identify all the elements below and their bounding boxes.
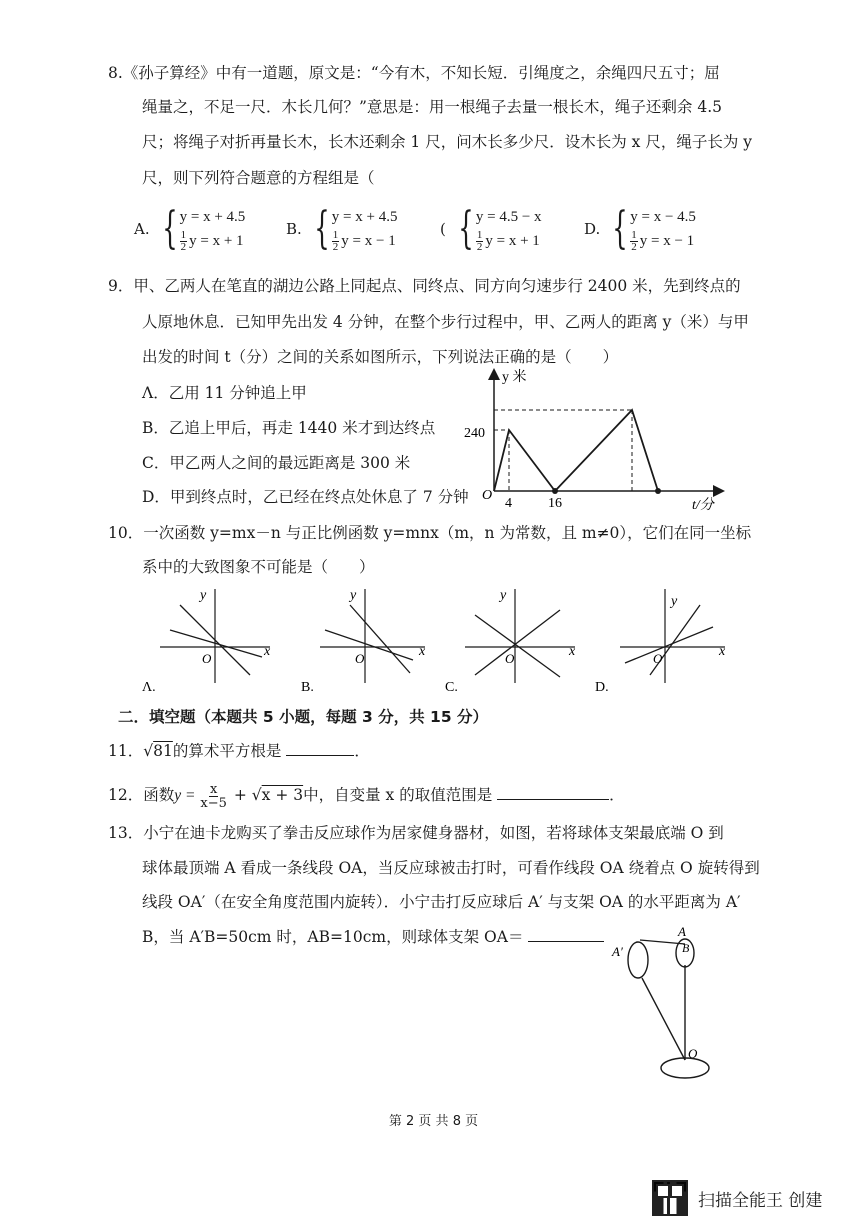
equation-1: y = x + 4.5 [179, 209, 246, 225]
line-2 [625, 627, 713, 663]
scanner-watermark [652, 1180, 822, 1216]
q13-line-2: 球体最顶端 A 看成一条线段 OA，当反应球被击打时，可看作线段 OA 绕着点 O 旋转得到 [142, 859, 760, 877]
y-tick-label: 240 [464, 426, 485, 441]
svg-text:y: y [500, 588, 507, 603]
fraction: $\frac{1}{2}$ [631, 229, 637, 254]
option-label: B. [286, 220, 302, 239]
x-tick-label: 16 [548, 496, 562, 511]
q13-reaction-ball-figure [600, 920, 730, 1090]
equation-1: y = x − 4.5 [630, 209, 696, 225]
y-axis-label: y 米 [502, 370, 527, 385]
q8-line-2: 绳量之，不足一尺．木长几何？”意思是：用一根绳子去量一根长木，绳子还剩余 4.5 [142, 98, 723, 116]
q13-line-4: B，当 A′B=50cm 时，AB=10cm，则球体支架 OA＝ [142, 926, 604, 948]
svg-text:x: x [569, 644, 576, 659]
fraction: $\frac{1}{2}$ [180, 229, 187, 254]
svg-text:O: O [688, 1046, 698, 1061]
answer-blank[interactable] [497, 785, 609, 800]
svg-text:y: y [200, 588, 207, 603]
watermark-text: 扫描全能王 创建 [698, 1190, 823, 1211]
q12: 12．函数y = $\frac{x}{x-5}$ + √x + 3中，自变量 x 的取值范围是 ． [108, 781, 625, 811]
equation-1: y = 4.5 − x [475, 209, 542, 225]
equation-2: y = x − 1 [639, 233, 695, 249]
equation-1: y = x + 4.5 [331, 209, 398, 225]
graph-label: D. [595, 680, 609, 695]
line-2 [475, 610, 560, 675]
support-oa-prime [642, 978, 685, 1060]
graph-label: Λ. [142, 680, 156, 695]
svg-text:O: O [202, 651, 212, 666]
option-label: ( [440, 220, 446, 239]
q9-line-1: 9．甲、乙两人在笔直的湖边公路上同起点、同终点、同方向匀速步行 2400 米，先到终点的 [108, 277, 741, 295]
fraction: $\frac{1}{2}$ [476, 229, 483, 254]
equation-2: y = x + 1 [189, 233, 244, 249]
line-2 [325, 630, 413, 660]
q9-option-b: B．乙追上甲后，再走 1440 米才到达终点 [142, 419, 436, 437]
line-1 [475, 615, 560, 677]
q10-line-2: 系中的大致图象不可能是（ ） [142, 558, 375, 576]
q10-graph-d [595, 585, 735, 695]
radicand: x + 3 [261, 786, 304, 804]
q9-line-2: 人原地休息．已知甲先出发 4 分钟，在整个步行过程中，甲、乙两人的距离 y（米）与甲 [142, 313, 749, 331]
x-axis-label: t/分 [692, 498, 714, 513]
answer-blank[interactable] [286, 741, 354, 756]
q10-graph-a [140, 585, 280, 695]
svg-text:x: x [264, 644, 271, 659]
q10-graph-c [445, 585, 585, 695]
q10-graph-b [295, 585, 435, 695]
brace-icon: { [314, 203, 330, 255]
q8-option-a [134, 205, 245, 253]
svg-text:y: y [350, 588, 357, 603]
q13-line-1: 13．小宁在迪卡龙购买了拳击反应球作为居家健身器材，如图，若将球体支架最底端 O 到 [108, 824, 724, 842]
svg-text:x: x [419, 644, 426, 659]
qr-code-icon [652, 1180, 688, 1216]
section-heading: 二．填空题（本题共 5 小题，每题 3 分，共 15 分） [118, 708, 489, 726]
origin-label: O [482, 488, 493, 503]
page-footer: 第 2 页 共 8 页 [388, 1114, 479, 1129]
q8-line-3: 尺；将绳子对折再量长木，长木还剩余 1 尺，问木长多少尺．设木长为 x 尺，绳子长为 y [142, 133, 752, 151]
fraction: $\frac{1}{2}$ [332, 229, 339, 254]
svg-text:y: y [671, 594, 678, 609]
brace-icon: { [161, 203, 178, 255]
q8-option-b [286, 205, 397, 253]
radicand: 81 [153, 742, 173, 760]
option-label: A. [134, 220, 150, 239]
q9-option-a: Λ．乙用 11 分钟追上甲 [142, 384, 307, 402]
equation-2: y = x + 1 [485, 233, 540, 249]
q8-option-c [440, 205, 542, 253]
fraction: $\frac{x}{x-5}$ [200, 781, 227, 811]
q10-line-1: 10．一次函数 y=mx－n 与正比例函数 y=mnx（m，n 为常数，且 m≠0），它们在同一坐标 [108, 524, 752, 542]
svg-text:B: B [682, 941, 690, 955]
sqrt-icon: √ [143, 742, 154, 760]
svg-text:O: O [653, 651, 663, 666]
graph-label: B. [301, 680, 314, 695]
answer-blank[interactable] [528, 927, 604, 942]
svg-text:O: O [505, 651, 515, 666]
brace-icon: { [458, 203, 474, 255]
option-label: D. [584, 220, 601, 239]
x-tick-label: 4 [505, 496, 512, 511]
q9-line-3: 出发的时间 t（分）之间的关系如图所示，下列说法正确的是（ ） [142, 348, 619, 366]
sqrt-icon: √ [251, 786, 262, 804]
svg-text:A′: A′ [612, 944, 623, 959]
q11: 11．√81的算术平方根是 ． [108, 742, 370, 760]
svg-text:x: x [719, 644, 726, 659]
svg-text:O: O [355, 651, 365, 666]
q9-option-d: D．甲到终点时，乙已经在终点处休息了 7 分钟 [142, 488, 469, 506]
point-marker [552, 488, 558, 494]
point-marker [655, 488, 661, 494]
ball-rotated [628, 942, 648, 978]
q8-line-4: 尺，则下列符合题意的方程组是（ [142, 169, 375, 187]
distance-line [494, 410, 658, 491]
q9-option-c: C．甲乙两人之间的最远距离是 300 米 [142, 454, 411, 472]
base-ellipse [661, 1058, 709, 1078]
q13-line-3: 线段 OA′（在安全角度范围内旋转）．小宁击打反应球后 A′ 与支架 OA 的水平距离为 A′ [142, 893, 741, 911]
line-2 [170, 630, 262, 657]
q8-option-d [584, 205, 696, 253]
graph-label: C. [445, 680, 458, 695]
equation-2: y = x − 1 [341, 233, 396, 249]
q8-line-1: 8.《孙子算经》中有一道题，原文是：“今有木，不知长短．引绳度之，余绳四尺五寸；屈 [108, 64, 720, 82]
brace-icon: { [612, 203, 628, 255]
svg-text:A: A [678, 924, 686, 939]
q9-distance-time-graph [460, 365, 730, 515]
